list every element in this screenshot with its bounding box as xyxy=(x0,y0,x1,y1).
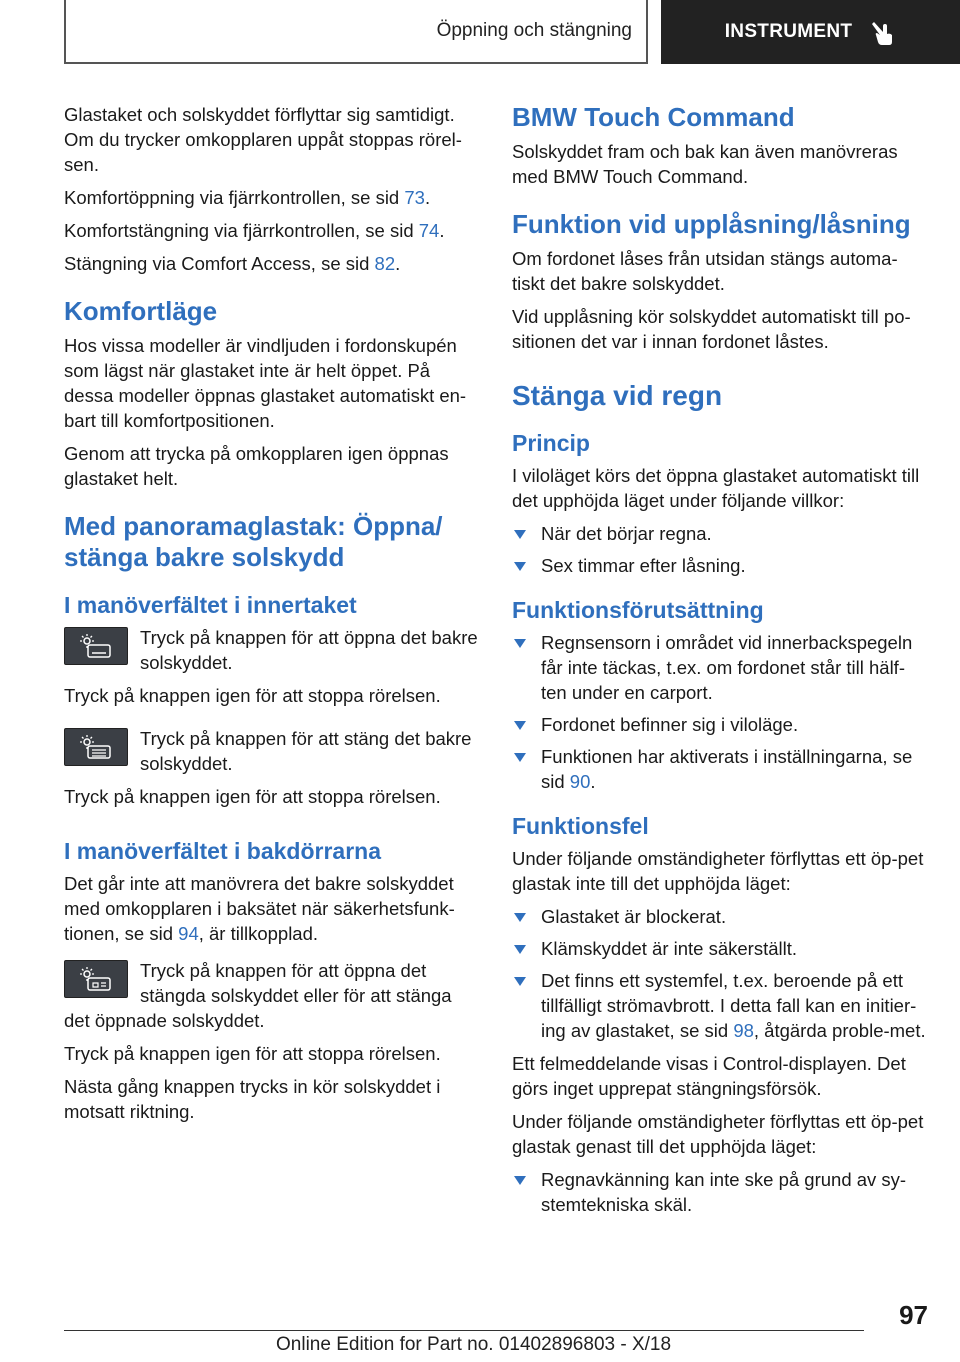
heading-lock-function: Funktion vid upplåsning/låsning xyxy=(512,209,911,239)
running-header-section xyxy=(64,0,648,64)
page-link[interactable]: 74 xyxy=(418,220,440,241)
list-item: När det börjar regna. xyxy=(512,521,928,546)
button-2-after: Tryck på knappen igen för att stoppa rörelsen. xyxy=(64,786,441,807)
sunshade-door-button-icon xyxy=(64,960,128,998)
heading-touch-command: BMW Touch Command xyxy=(512,102,795,132)
forutsattning-list xyxy=(512,630,928,794)
button-2-text: Tryck på knappen för att stäng det bakre solskyddet. xyxy=(140,728,472,774)
heading-princip: Princip xyxy=(512,430,590,456)
button-3-after: Tryck på knappen igen för att stoppa rörelsen. xyxy=(64,1043,441,1064)
lock-paragraph-2: Vid upplåsning kör solskyddet automatiskt till po-sitionen det var i innan fordonet låstes. xyxy=(512,306,911,352)
sunshade-close-button-icon xyxy=(64,728,128,766)
lock-paragraph-1: Om fordonet låses från utsidan stängs automa-tiskt det bakre solskyddet. xyxy=(512,248,898,294)
heading-bakdorr: I manöverfältet i bakdörrarna xyxy=(64,838,381,864)
chapter-title: INSTRUMENT xyxy=(724,21,853,42)
touch-paragraph: Solskyddet fram och bak kan även manövreras med BMW Touch Command. xyxy=(512,141,898,187)
list-item: Regnavkänning kan inte ske på grund av sy-stemtekniska skäl. xyxy=(512,1167,928,1217)
princip-paragraph: I viloläget körs det öppna glastaket automatiskt till det upphöjda läget under följande villkor: xyxy=(512,465,920,511)
list-item: Klämskyddet är inte säkerställt. xyxy=(512,936,928,961)
button-3-text: Tryck på knappen för att öppna det stängda solskyddet eller för att stänga det öppnade solskyddet. xyxy=(64,960,452,1031)
fel-list-2 xyxy=(512,1167,928,1217)
last-paragraph: Nästa gång knappen trycks in kör solskyddet i motsatt riktning. xyxy=(64,1076,441,1122)
page-link[interactable]: 73 xyxy=(404,187,425,208)
fel-paragraph-2: Ett felmeddelande visas i Control-displayen. Det görs inget upprepat stängningsförsök. xyxy=(512,1053,906,1099)
pointing-hand-icon xyxy=(870,18,896,46)
reference-comfort-access: Stängning via Comfort Access, se sid 82. xyxy=(64,253,401,274)
list-item: Fordonet befinner sig i viloläge. xyxy=(512,712,928,737)
running-header-chapter xyxy=(661,0,960,64)
intro-paragraph: Glastaket och solskyddet förflyttar sig samtidigt. Om du trycker omkopplaren uppåt stoppas rörel-sen. xyxy=(64,104,462,175)
left-column xyxy=(64,102,478,1132)
fel-paragraph-3: Under följande omständigheter förflyttas ett öp-pet glastak genast till det upphöjda läget: xyxy=(512,1111,924,1157)
fel-paragraph-1: Under följande omständigheter förflyttas ett öp-pet glastak inte till det upphöjda läget: xyxy=(512,848,924,894)
button-instruction-open xyxy=(64,625,478,675)
princip-list xyxy=(512,521,928,578)
list-item: Regnsensorn i området vid innerbackspegeln får inte täckas, t.ex. om fordonet står till hälf-ten under en carport. xyxy=(512,630,928,705)
reference-comfort-close: Komfortstängning via fjärrkontrollen, se sid 74. xyxy=(64,220,445,241)
page-link[interactable]: 98 xyxy=(733,1020,754,1041)
footer-divider xyxy=(64,1330,864,1331)
list-item: Det finns ett systemfel, t.ex. beroende på ett tillfälligt strömavbrott. I detta fall kan en initier-ing av glastaket, se sid 98, åtgärda proble-met. xyxy=(512,968,928,1043)
section-title: Öppning och stängning xyxy=(436,20,632,41)
sunshade-open-button-icon xyxy=(64,627,128,665)
heading-rain: Stänga vid regn xyxy=(512,380,723,411)
komfort-paragraph-2: Genom att trycka på omkopplaren igen öppnas glastaket helt. xyxy=(64,443,449,489)
page-link[interactable]: 90 xyxy=(569,771,591,792)
bakdorr-paragraph: Det går inte att manövrera det bakre solskyddet med omkopplaren i baksätet när säkerhetsfunk-tionen, se sid 94, är tillkopplad. xyxy=(64,873,455,944)
heading-komfortlage: Komfortläge xyxy=(64,296,218,326)
fel-list xyxy=(512,904,928,1043)
button-1-after: Tryck på knappen igen för att stoppa rörelsen. xyxy=(64,685,441,706)
button-1-text: Tryck på knappen för att öppna det bakre solskyddet. xyxy=(140,627,478,673)
heading-forutsattning: Funktionsförutsättning xyxy=(512,597,764,623)
page-link[interactable]: 94 xyxy=(178,923,199,944)
heading-funktionsfel: Funktionsfel xyxy=(512,813,649,839)
right-column xyxy=(512,102,928,1225)
edition-note: Online Edition for Part no. 01402896803 - X/18 xyxy=(276,1334,672,1355)
button-instruction-close xyxy=(64,726,478,776)
komfort-paragraph-1: Hos vissa modeller är vindljuden i fordonskupén som lägst när glastaket inte är helt öppet. På dessa modeller öppnas glastaket automatiskt en-bart till komfortpositionen. xyxy=(64,335,467,431)
page-link[interactable]: 82 xyxy=(374,253,396,274)
list-item: Sex timmar efter låsning. xyxy=(512,553,928,578)
reference-comfort-open: Komfortöppning via fjärrkontrollen, se sid 73. xyxy=(64,187,431,208)
list-item: Glastaket är blockerat. xyxy=(512,904,928,929)
button-instruction-door xyxy=(64,958,478,1033)
list-item: Funktionen har aktiverats i inställningarna, se sid 90. xyxy=(512,744,928,794)
heading-innertak: I manöverfältet i innertaket xyxy=(64,592,357,618)
page-number: 97 xyxy=(899,1300,928,1330)
heading-panorama: Med panoramaglastak: Öppna/ stänga bakre solskydd xyxy=(64,511,443,572)
